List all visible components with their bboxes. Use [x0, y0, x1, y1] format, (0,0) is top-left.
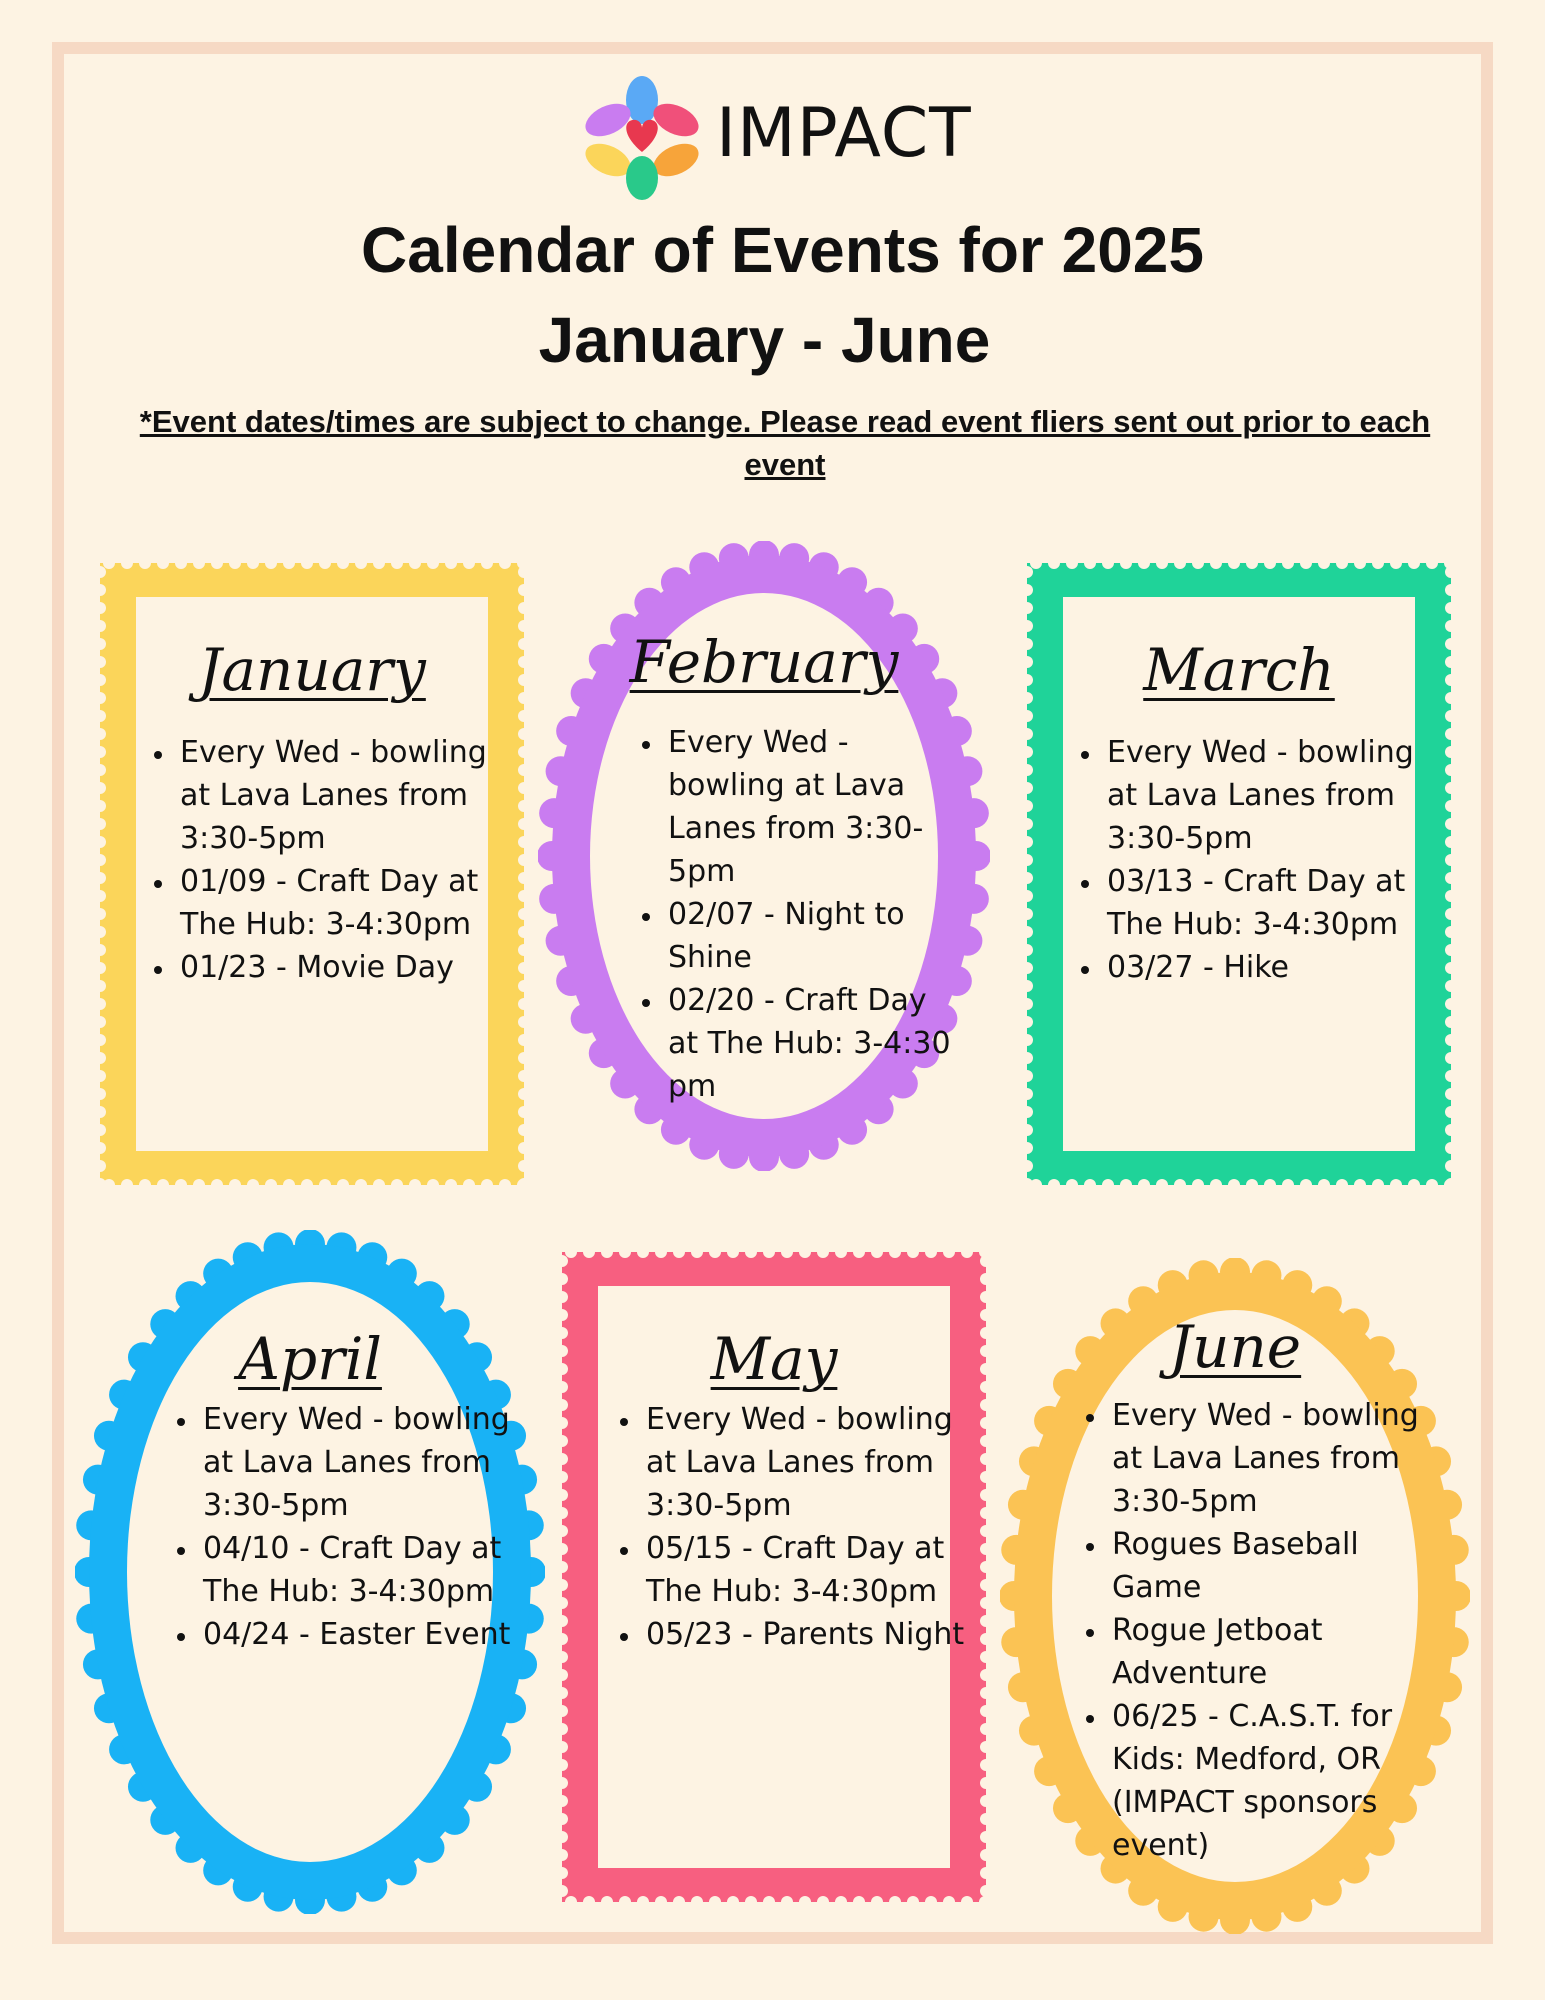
event-item: • 05/15 - Craft Day at The Hub: 3-4:30pm [642, 1527, 982, 1613]
event-item: • Every Wed - bowling at Lava Lanes from 3:30-5pm [664, 721, 954, 893]
event-item: • Every Wed - bowling at Lava Lanes from 3:30-5pm [1103, 731, 1443, 860]
month-card-january [100, 563, 524, 1185]
event-list [604, 1398, 982, 1656]
month-title: January [198, 636, 426, 704]
month-title: May [710, 1325, 838, 1393]
event-list [626, 721, 954, 1108]
event-item: • 06/25 - C.A.S.T. for Kids: Medford, OR (IMPACT sponsors event) [1108, 1695, 1438, 1867]
disclaimer-note: *Event dates/times are subject to change. Please read event fliers sent out prior to each event [139, 404, 1431, 482]
page-subtitle: January - June [538, 304, 991, 376]
event-item: • 01/09 - Craft Day at The Hub: 3-4:30pm [176, 860, 516, 946]
month-card-may [562, 1252, 986, 1902]
event-item: • Every Wed - bowling at Lava Lanes from 3:30-5pm [199, 1398, 529, 1527]
event-item: • Every Wed - bowling at Lava Lanes from 3:30-5pm [1108, 1394, 1438, 1523]
month-card-february [538, 541, 990, 1171]
month-title: April [238, 1325, 382, 1393]
event-item: • 03/13 - Craft Day at The Hub: 3-4:30pm [1103, 860, 1443, 946]
event-item: • 02/07 - Night to Shine [664, 893, 954, 979]
event-item: • Every Wed - bowling at Lava Lanes from 3:30-5pm [176, 731, 516, 860]
event-list [161, 1398, 529, 1656]
event-item: • 03/27 - Hike [1103, 946, 1443, 989]
event-item: • 02/20 - Craft Day at The Hub: 3-4:30 pm [664, 979, 954, 1108]
colorful-hands-heart-icon [580, 72, 705, 202]
event-list [1070, 1394, 1438, 1867]
event-item: • 05/23 - Parents Night [642, 1613, 982, 1656]
month-card-april [75, 1230, 545, 1914]
event-list [1065, 731, 1443, 989]
month-title: June [1168, 1313, 1302, 1381]
event-item: • 04/10 - Craft Day at The Hub: 3-4:30pm [199, 1527, 529, 1613]
month-title: February [629, 628, 899, 696]
event-item: • 01/23 - Movie Day [176, 946, 516, 989]
month-card-march [1027, 563, 1451, 1185]
month-title: March [1143, 636, 1335, 704]
event-item: • Rogue Jetboat Adventure [1108, 1609, 1438, 1695]
month-card-june [1000, 1258, 1470, 1934]
event-item: • Rogues Baseball Game [1108, 1523, 1438, 1609]
event-item: • 04/24 - Easter Event [199, 1613, 529, 1656]
brand-name: IMPACT [716, 94, 972, 173]
event-list [138, 731, 516, 989]
event-item: • Every Wed - bowling at Lava Lanes from 3:30-5pm [642, 1398, 982, 1527]
page-title: Calendar of Events for 2025 [361, 214, 1204, 286]
